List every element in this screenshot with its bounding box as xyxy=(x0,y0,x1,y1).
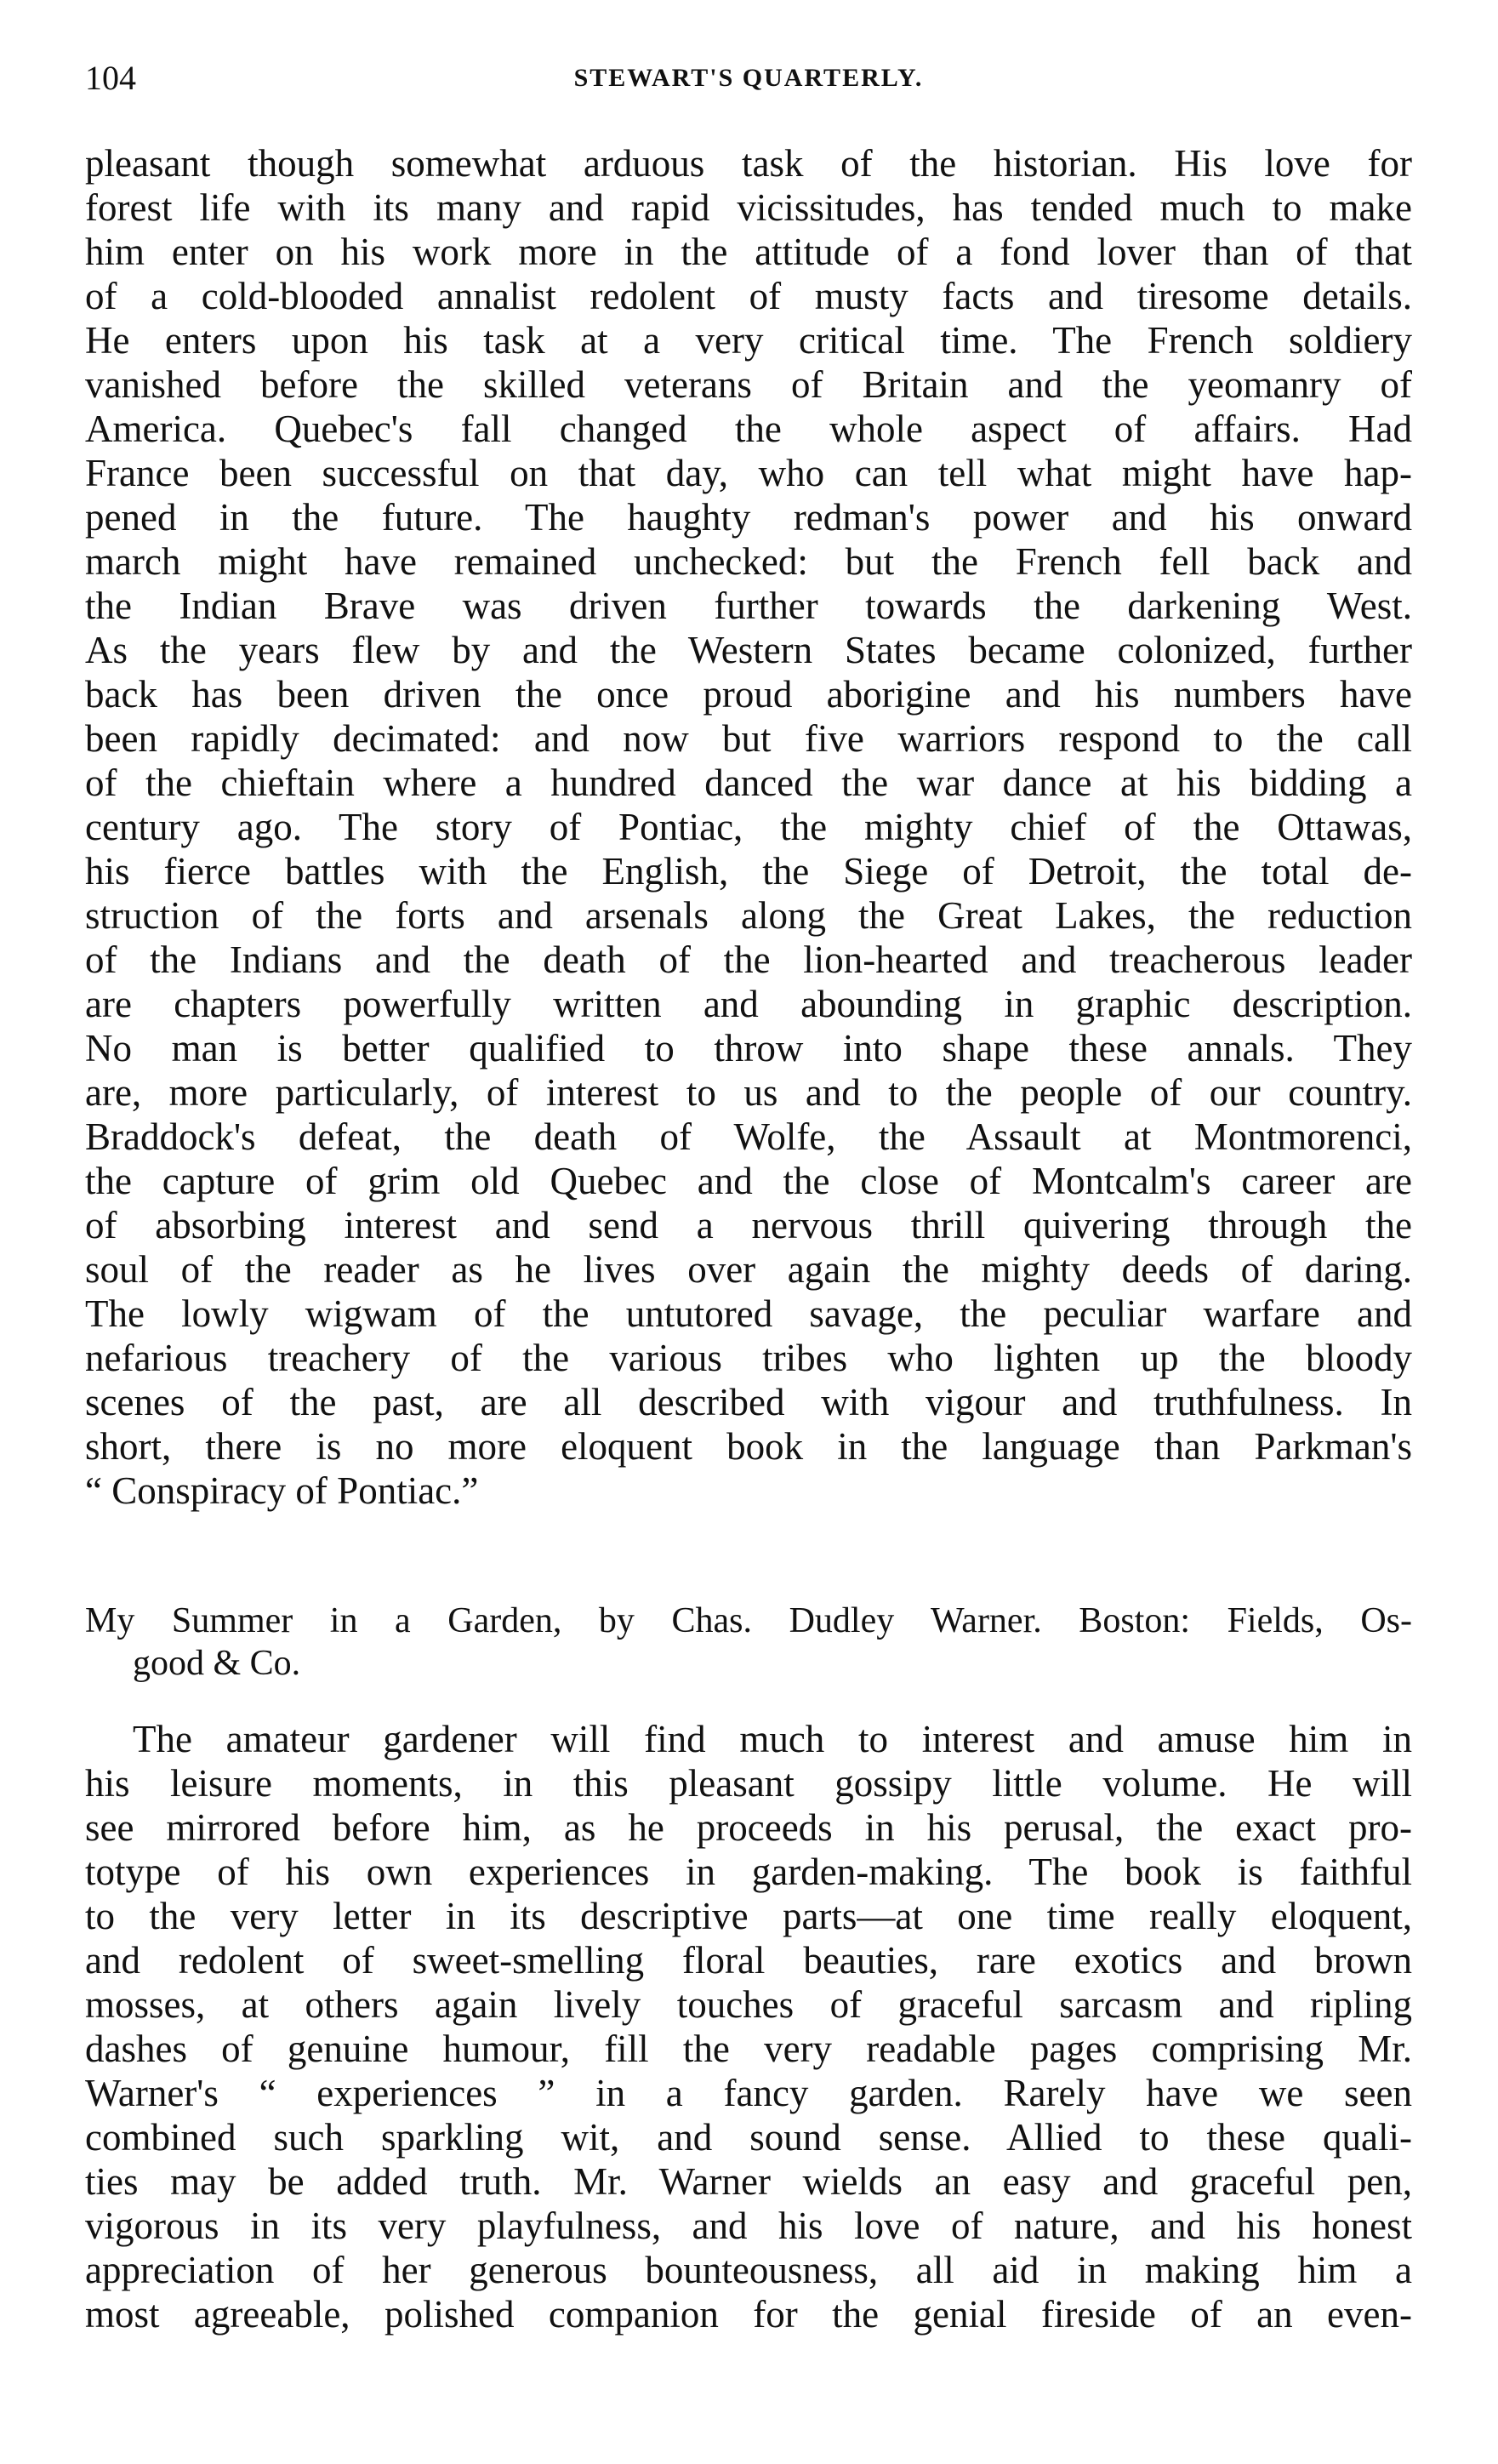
text-line: march might have remained unchecked: but the French fell back and xyxy=(85,540,1412,583)
text-line: struction of the forts and arsenals along the Great Lakes, the reduction xyxy=(85,894,1412,937)
text-line: his fierce battles with the English, the Siege of Detroit, the total de- xyxy=(85,850,1412,893)
text-line: see mirrored before him, as he proceeds in his perusal, the exact pro- xyxy=(85,1806,1412,1849)
text-line: France been successful on that day, who can tell what might have hap- xyxy=(85,452,1412,494)
text-line: As the years flew by and the Western States became colonized, further xyxy=(85,629,1412,671)
page-number: 104 xyxy=(85,59,136,97)
book-heading-line: My Summer in a Garden, by Chas. Dudley Warner. Boston: Fields, Os- xyxy=(85,1601,1412,1640)
review-paragraph-parkman xyxy=(85,141,1412,1513)
text-line: forest life with its many and rapid vicissitudes, has tended much to make xyxy=(85,186,1412,229)
text-line: of the chieftain where a hundred danced the war dance at his bidding a xyxy=(85,761,1412,804)
text-line: The amateur gardener will find much to interest and amuse him in xyxy=(133,1718,1412,1760)
text-line: appreciation of her generous bounteousness, all aid in making him a xyxy=(85,2249,1412,2291)
book-heading xyxy=(85,1600,1412,1685)
text-line: short, there is no more eloquent book in the language than Parkman's xyxy=(85,1425,1412,1468)
text-line: Braddock's defeat, the death of Wolfe, the Assault at Montmorenci, xyxy=(85,1115,1412,1158)
text-line: scenes of the past, are all described with vigour and truthfulness. In xyxy=(85,1381,1412,1423)
text-line: are, more particularly, of interest to us and to the people of our country. xyxy=(85,1071,1412,1114)
text-line: century ago. The story of Pontiac, the mighty chief of the Ottawas, xyxy=(85,806,1412,848)
text-line: nefarious treachery of the various tribes who lighten up the bloody xyxy=(85,1337,1412,1379)
text-line: No man is better qualified to throw into shape these annals. They xyxy=(85,1027,1412,1069)
text-line: most agreeable, polished companion for the genial fireside of an even- xyxy=(85,2293,1412,2336)
page-header xyxy=(85,53,1412,104)
text-line: of absorbing interest and send a nervous thrill quivering through the xyxy=(85,1204,1412,1246)
text-line: the Indian Brave was driven further towards the darkening West. xyxy=(85,585,1412,627)
text-line: vigorous in its very playfulness, and his love of nature, and his honest xyxy=(85,2204,1412,2247)
text-line: pleasant though somewhat arduous task of the historian. His love for xyxy=(85,142,1412,185)
text-line: his leisure moments, in this pleasant gossipy little volume. He will xyxy=(85,1762,1412,1805)
text-line: the capture of grim old Quebec and the close of Montcalm's career are xyxy=(85,1160,1412,1202)
review-paragraph-warner xyxy=(85,1717,1412,2336)
text-line: He enters upon his task at a very critical time. The French soldiery xyxy=(85,319,1412,362)
text-line: The lowly wigwam of the untutored savage, the peculiar warfare and xyxy=(85,1292,1412,1335)
book-heading-line: good & Co. xyxy=(133,1644,301,1683)
text-line: mosses, at others again lively touches of graceful sarcasm and ripling xyxy=(85,1983,1412,2026)
text-line: vanished before the skilled veterans of Britain and the yeomanry of xyxy=(85,363,1412,406)
text-line: America. Quebec's fall changed the whole aspect of affairs. Had xyxy=(85,408,1412,450)
text-line: “ Conspiracy of Pontiac.” xyxy=(85,1469,479,1512)
text-line: soul of the reader as he lives over again the mighty deeds of daring. xyxy=(85,1248,1412,1291)
text-line: of a cold-blooded annalist redolent of musty facts and tiresome details. xyxy=(85,275,1412,317)
text-line: combined such sparkling wit, and sound sense. Allied to these quali- xyxy=(85,2116,1412,2159)
text-line: him enter on his work more in the attitude of a fond lover than of that xyxy=(85,231,1412,273)
text-line: and redolent of sweet-smelling floral beauties, rare exotics and brown xyxy=(85,1939,1412,1982)
text-line: dashes of genuine humour, fill the very readable pages comprising Mr. xyxy=(85,2028,1412,2070)
text-line: of the Indians and the death of the lion-hearted and treacherous leader xyxy=(85,938,1412,981)
running-head: STEWART'S QUARTERLY. xyxy=(573,64,924,92)
text-line: pened in the future. The haughty redman's power and his onward xyxy=(85,496,1412,539)
text-line: totype of his own experiences in garden-making. The book is faithful xyxy=(85,1851,1412,1893)
text-line: to the very letter in its descriptive parts—at one time really eloquent, xyxy=(85,1895,1412,1937)
text-line: ties may be added truth. Mr. Warner wields an easy and graceful pen, xyxy=(85,2160,1412,2203)
text-line: are chapters powerfully written and abounding in graphic description. xyxy=(85,983,1412,1025)
text-line: been rapidly decimated: and now but five warriors respond to the call xyxy=(85,717,1412,760)
text-line: back has been driven the once proud aborigine and his numbers have xyxy=(85,673,1412,716)
text-line: Warner's “ experiences ” in a fancy garden. Rarely have we seen xyxy=(85,2072,1412,2114)
